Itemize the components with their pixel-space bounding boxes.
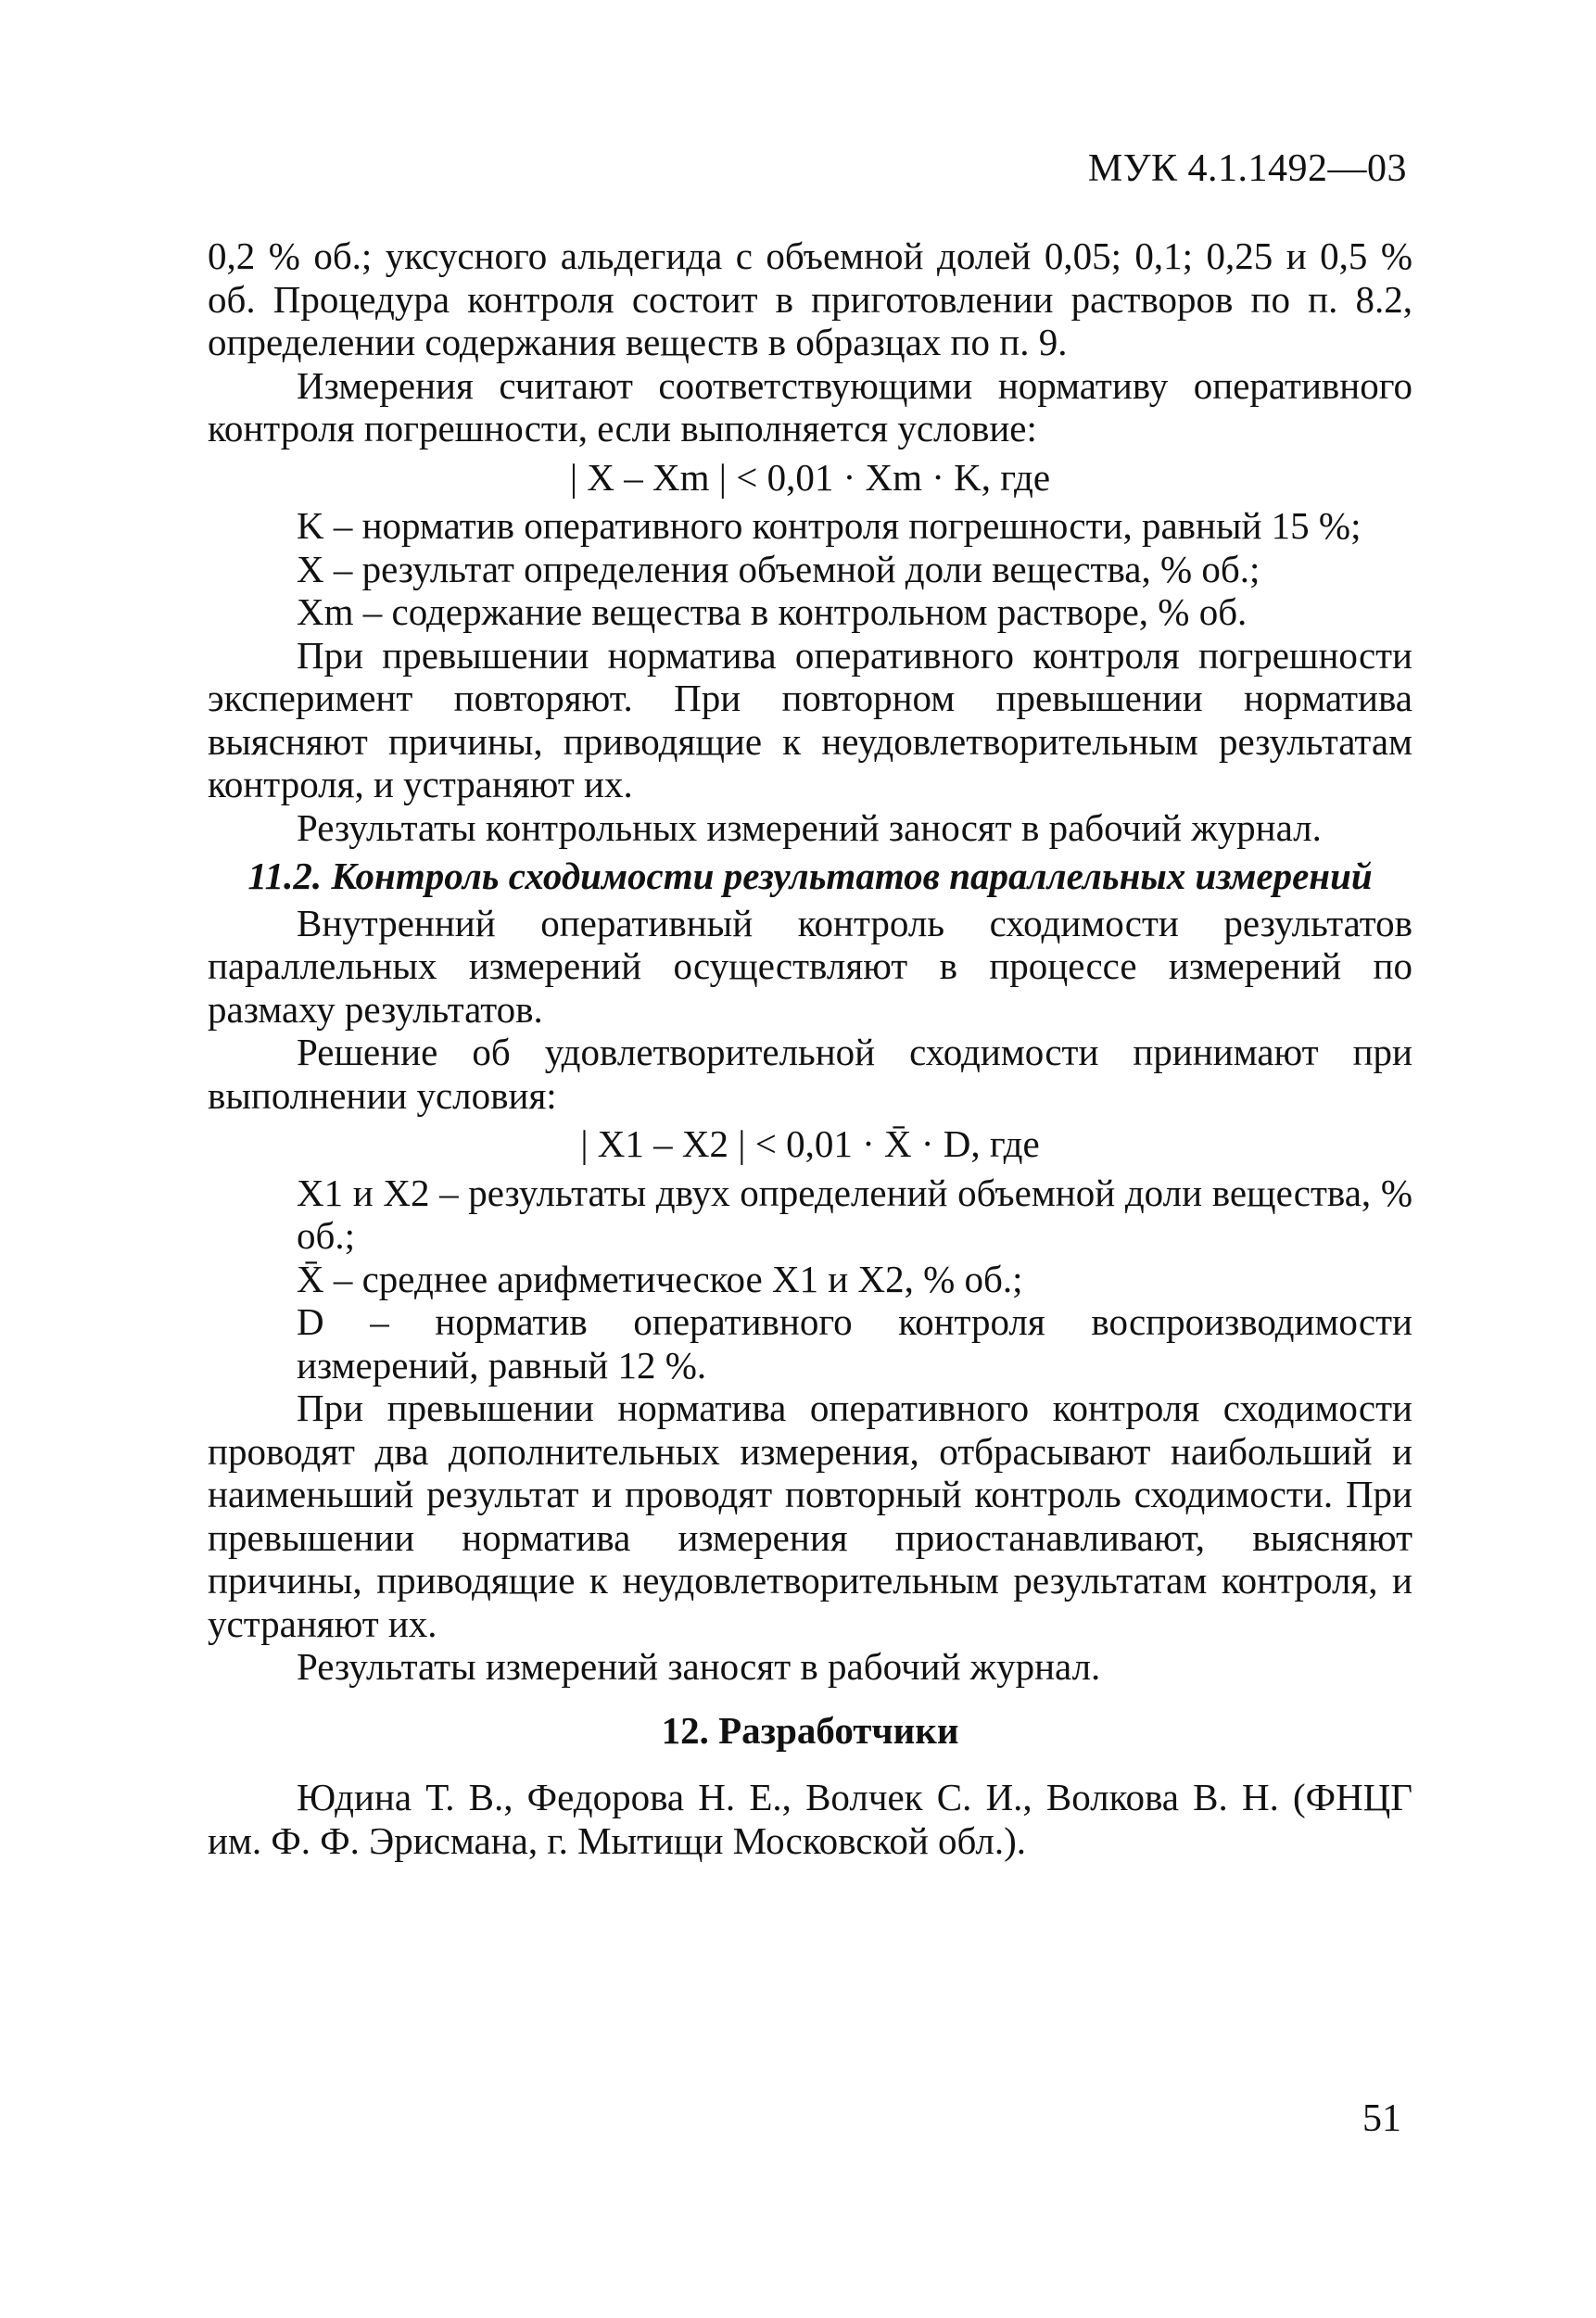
document-code-header: МУК 4.1.1492—03 xyxy=(1087,147,1407,190)
paragraph-exceed-accuracy: При превышении норматива оперативного контроля погрешности эксперимент повторяют. При повторном превышении норматива выясняют причины, приводящие к неудовлетворительным результатам контроля, и устраняют их. xyxy=(208,633,1412,805)
chapter-heading-12: 12. Разработчики xyxy=(661,1708,959,1752)
paragraph-exceed-convergence: При превышении норматива оперативного контроля сходимости проводят два дополнительных измерения, отбрасывают наибольший и наименьший результат и проводят повторный контроль сходимости. При превышении норматива измерения приостанавливают, выясняют причины, приводящие к неудовлетворительным результатам контроля, и устраняют их. xyxy=(208,1387,1412,1645)
paragraph-intro: 0,2 % об.; уксусного альдегида с объемной долей 0,05; 0,1; 0,25 и 0,5 % об. Процедура контроля состоит в приготовлении растворов по п. 8.2, определении содержания веществ в образцах по п. 9. xyxy=(208,234,1412,363)
definition-x-mean: X̄ – среднее арифметическое X1 и X2, % об.; xyxy=(297,1257,1023,1300)
page-number: 51 xyxy=(1362,2097,1401,2140)
formula-convergence: | X1 – X2 | < 0,01 · X̄ · D, где xyxy=(580,1122,1040,1165)
formula-accuracy-control: | X – Xm | < 0,01 · Xm · K, где xyxy=(569,455,1051,499)
definition-d: D – норматив оперативного контроля воспроизводимости измерений, равный 12 %. xyxy=(297,1300,1412,1387)
section-heading-11-2: 11.2. Контроль сходимости результатов параллельных измерений xyxy=(247,855,1373,897)
definition-x: X – результат определения объемной доли вещества, % об.; xyxy=(297,547,1260,590)
definition-x1-x2: X1 и X2 – результаты двух определений объемной доли вещества, % об.; xyxy=(297,1171,1412,1257)
document-body xyxy=(208,234,1412,1862)
paragraph-convergence-control: Внутренний оперативный контроль сходимости результатов параллельных измерений осуществляют в процессе измерений по размаху результатов. xyxy=(208,901,1412,1031)
paragraph-measurement-condition: Измерения считают соответствующими нормативу оперативного контроля погрешности, если выполняется условие: xyxy=(208,363,1412,450)
definition-k: K – норматив оперативного контроля погрешности, равный 15 %; xyxy=(297,504,1362,547)
authors-list: Юдина Т. В., Федорова Н. Е., Волчек С. И., Волкова В. Н. (ФНЦГ им. Ф. Ф. Эрисмана, г. Мытищи Московской обл.). xyxy=(208,1776,1412,1862)
paragraph-log-results: Результаты контрольных измерений заносят в рабочий журнал. xyxy=(297,805,1322,849)
paragraph-log-measurements: Результаты измерений заносят в рабочий журнал. xyxy=(297,1645,1101,1688)
definition-xm: Xm – содержание вещества в контрольном растворе, % об. xyxy=(297,590,1248,633)
paragraph-convergence-decision: Решение об удовлетворительной сходимости принимают при выполнении условия: xyxy=(208,1031,1412,1117)
